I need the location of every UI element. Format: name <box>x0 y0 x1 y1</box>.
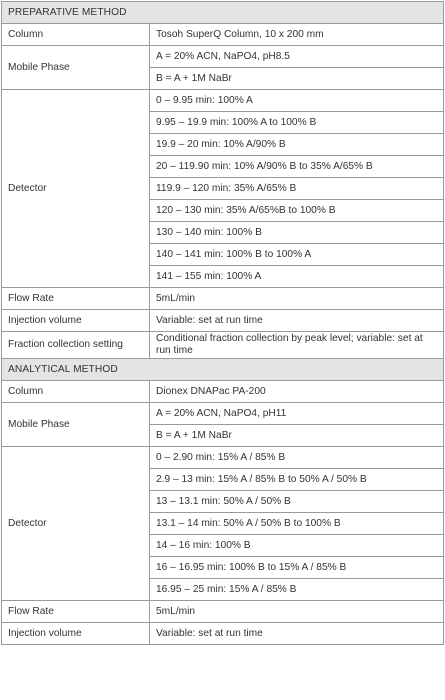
table-row <box>2 46 444 68</box>
row-value: B = A + 1M NaBr <box>150 425 444 447</box>
gradient-step: 13.1 – 14 min: 50% A / 50% B to 100% B <box>150 513 444 535</box>
gradient-step: 119.9 – 120 min: 35% A/65% B <box>150 178 444 200</box>
table-row <box>2 90 444 112</box>
row-label: Mobile Phase <box>2 403 150 447</box>
gradient-step: 19.9 – 20 min: 10% A/90% B <box>150 134 444 156</box>
section-header-preparative <box>2 2 444 24</box>
gradient-step: 130 – 140 min: 100% B <box>150 222 444 244</box>
gradient-step: 16.95 – 25 min: 15% A / 85% B <box>150 579 444 601</box>
row-value: Variable: set at run time <box>150 310 444 332</box>
row-value: Tosoh SuperQ Column, 10 x 200 mm <box>150 24 444 46</box>
table-row <box>2 24 444 46</box>
row-label: Column <box>2 24 150 46</box>
table-row <box>2 601 444 623</box>
row-value: Conditional fraction collection by peak level; variable: set at run time <box>150 332 444 359</box>
gradient-step: 13 – 13.1 min: 50% A / 50% B <box>150 491 444 513</box>
row-label: Injection volume <box>2 310 150 332</box>
row-value: B = A + 1M NaBr <box>150 68 444 90</box>
table-row <box>2 403 444 425</box>
row-value: A = 20% ACN, NaPO4, pH11 <box>150 403 444 425</box>
table-row <box>2 447 444 469</box>
row-label: Fraction collection setting <box>2 332 150 359</box>
gradient-step: 141 – 155 min: 100% A <box>150 266 444 288</box>
row-value: A = 20% ACN, NaPO4, pH8.5 <box>150 46 444 68</box>
row-label: Mobile Phase <box>2 46 150 90</box>
table-row <box>2 623 444 645</box>
gradient-step: 0 – 2.90 min: 15% A / 85% B <box>150 447 444 469</box>
row-label: Detector <box>2 90 150 288</box>
table-row <box>2 332 444 359</box>
gradient-step: 120 – 130 min: 35% A/65%B to 100% B <box>150 200 444 222</box>
row-label: Detector <box>2 447 150 601</box>
method-table <box>1 1 444 645</box>
gradient-step: 16 – 16.95 min: 100% B to 15% A / 85% B <box>150 557 444 579</box>
table-row <box>2 288 444 310</box>
section-title: PREPARATIVE METHOD <box>2 2 444 24</box>
row-value: Variable: set at run time <box>150 623 444 645</box>
row-value: 5mL/min <box>150 288 444 310</box>
section-header-analytical <box>2 359 444 381</box>
row-label: Column <box>2 381 150 403</box>
section-title: ANALYTICAL METHOD <box>2 359 444 381</box>
table-row <box>2 310 444 332</box>
row-label: Injection volume <box>2 623 150 645</box>
row-value: 5mL/min <box>150 601 444 623</box>
gradient-step: 0 – 9.95 min: 100% A <box>150 90 444 112</box>
gradient-step: 14 – 16 min: 100% B <box>150 535 444 557</box>
row-label: Flow Rate <box>2 288 150 310</box>
gradient-step: 140 – 141 min: 100% B to 100% A <box>150 244 444 266</box>
row-value: Dionex DNAPac PA-200 <box>150 381 444 403</box>
gradient-step: 9.95 – 19.9 min: 100% A to 100% B <box>150 112 444 134</box>
gradient-step: 2.9 – 13 min: 15% A / 85% B to 50% A / 50% B <box>150 469 444 491</box>
gradient-step: 20 – 119.90 min: 10% A/90% B to 35% A/65% B <box>150 156 444 178</box>
row-label: Flow Rate <box>2 601 150 623</box>
table-row <box>2 381 444 403</box>
